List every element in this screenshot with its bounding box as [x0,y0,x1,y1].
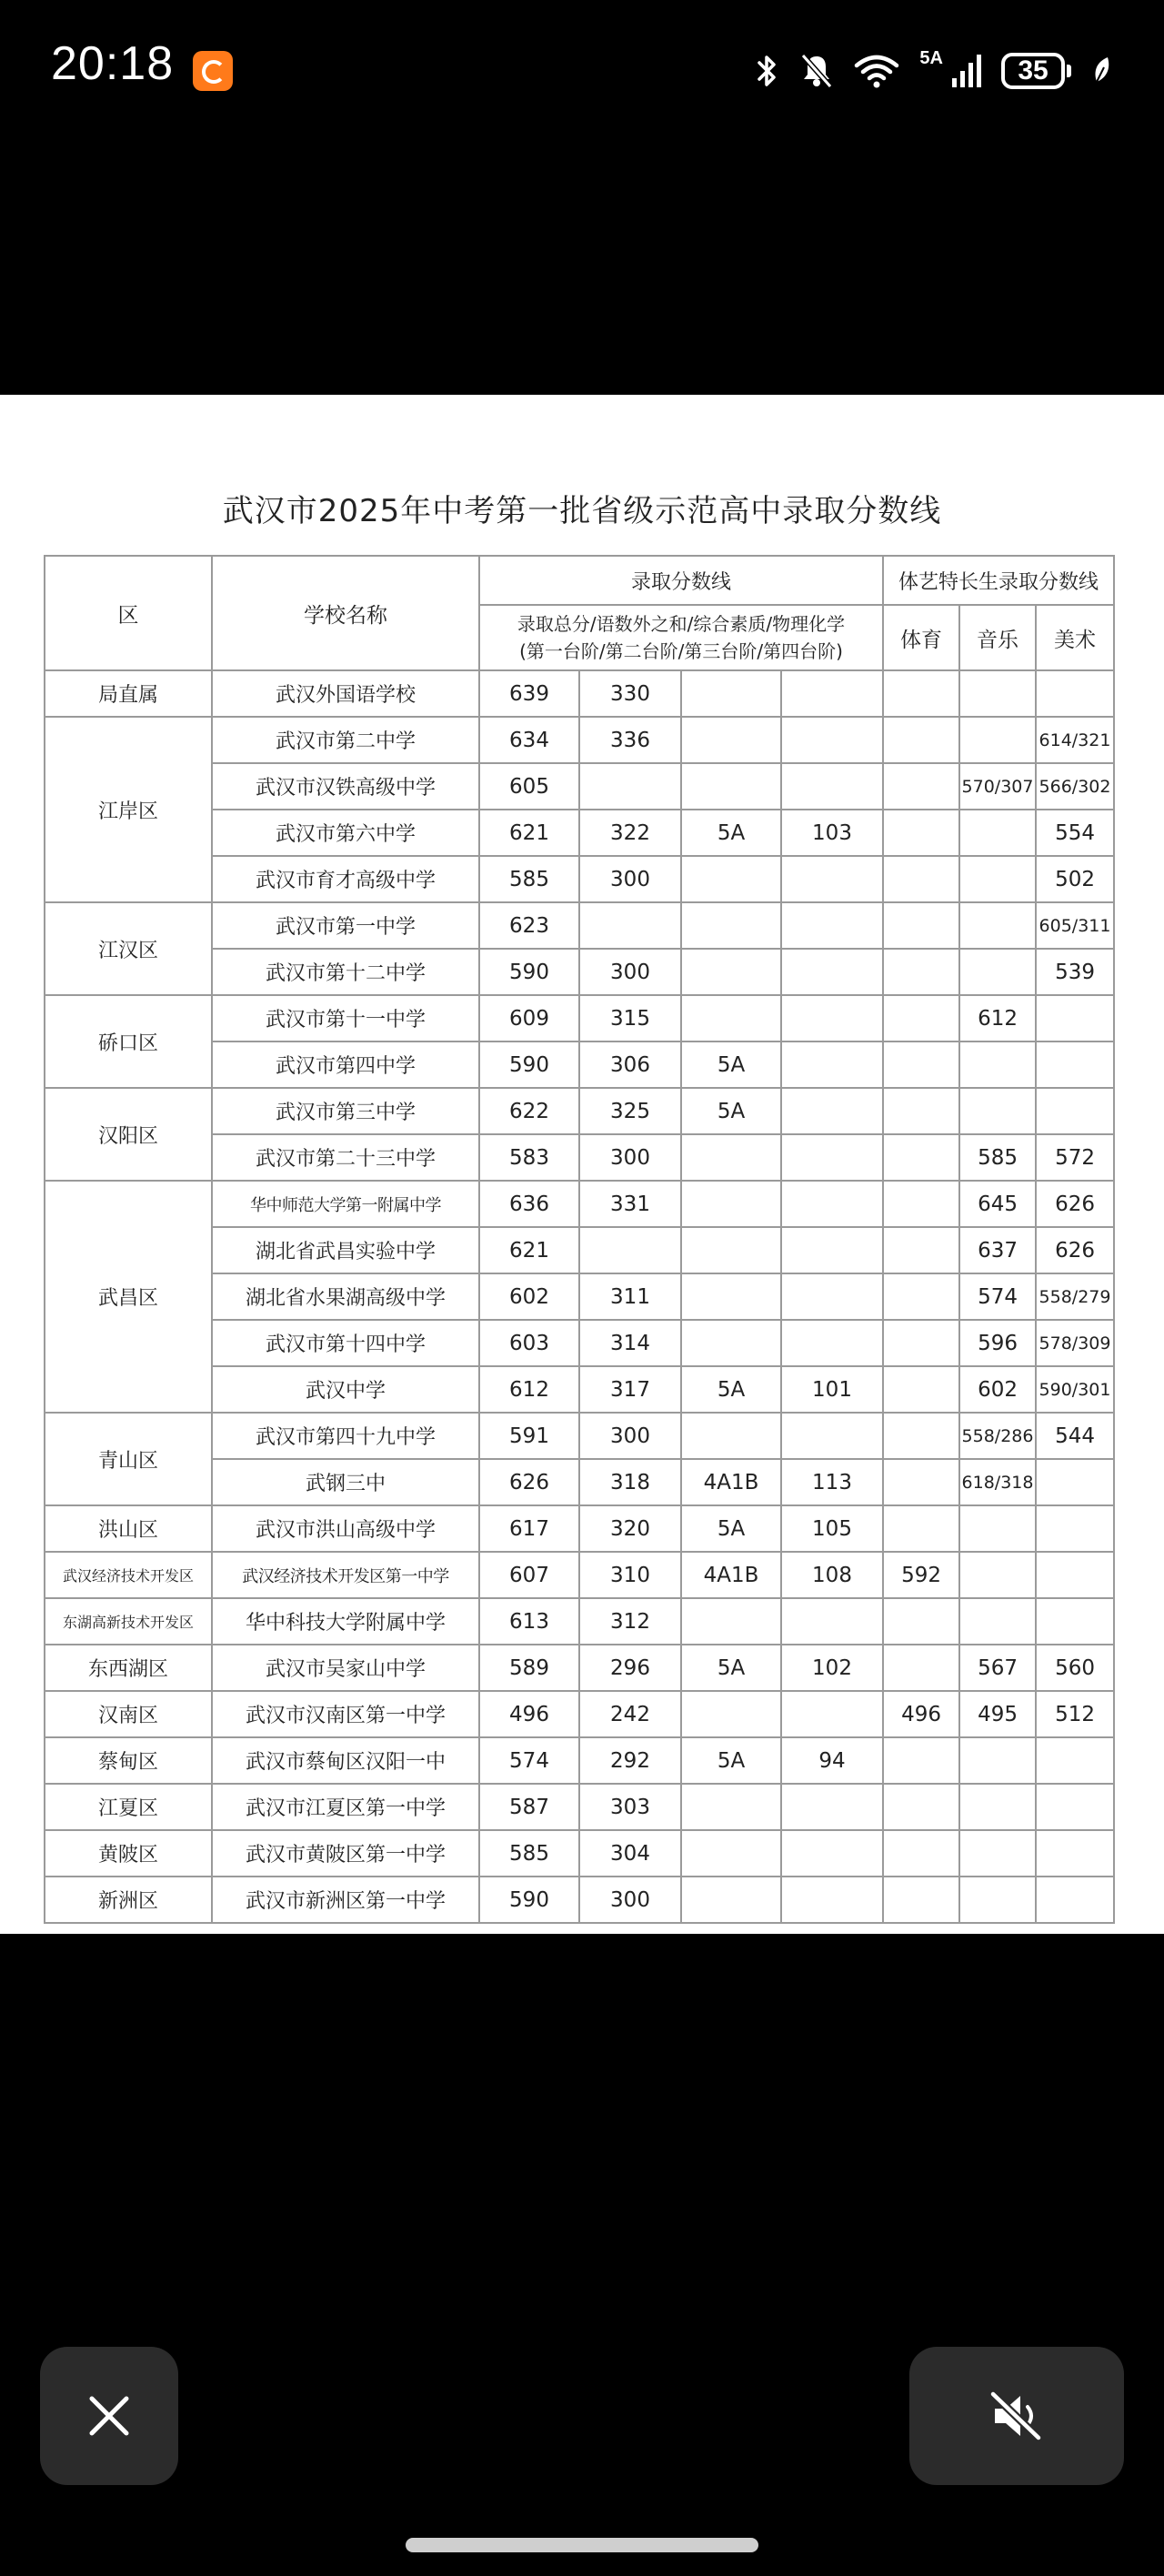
cell-total-score: 603 [479,1320,579,1366]
cell-music: 645 [959,1181,1036,1227]
cell-core-score: 331 [579,1181,681,1227]
cell-quality [681,856,781,902]
cell-sports [883,1505,959,1552]
cell-core-score [579,902,681,949]
cell-core-score: 325 [579,1088,681,1134]
cell-music: 602 [959,1366,1036,1413]
cell-school: 武钢三中 [212,1459,479,1505]
cell-district: 武汉经济技术开发区 [45,1552,212,1598]
table-row [45,1830,1114,1877]
cell-school: 武汉中学 [212,1366,479,1413]
cell-quality [681,1413,781,1459]
header-district: 区 [45,556,212,670]
cell-core-score: 310 [579,1552,681,1598]
cell-art [1036,995,1114,1041]
cell-quality [681,1273,781,1320]
cell-sports [883,902,959,949]
cell-art: 544 [1036,1413,1114,1459]
cell-art [1036,1041,1114,1088]
cell-quality: 5A [681,1366,781,1413]
cell-sports [883,949,959,995]
cell-physics-chem [781,1598,883,1645]
cell-sports: 592 [883,1552,959,1598]
cell-school: 武汉市黄陂区第一中学 [212,1830,479,1877]
table-row [45,1737,1114,1784]
cell-total-score: 612 [479,1366,579,1413]
cell-school: 武汉市第十四中学 [212,1320,479,1366]
cell-total-score: 496 [479,1691,579,1737]
cell-total-score: 574 [479,1737,579,1784]
cell-art: 590/301 [1036,1366,1114,1413]
table-row [45,1505,1114,1552]
cell-total-score: 636 [479,1181,579,1227]
cell-total-score: 623 [479,902,579,949]
cell-music: 495 [959,1691,1036,1737]
cell-total-score: 621 [479,1227,579,1273]
cell-music [959,717,1036,763]
cell-quality [681,1134,781,1181]
cell-quality [681,717,781,763]
table-row [45,1691,1114,1737]
cell-school: 武汉市第四中学 [212,1041,479,1088]
signal-icon [950,53,981,89]
header-art: 美术 [1036,605,1114,670]
cell-total-score: 590 [479,1041,579,1088]
close-icon [86,2393,132,2439]
cell-school: 华中师范大学第一附属中学 [212,1181,479,1227]
cell-core-score: 300 [579,1877,681,1923]
cell-school: 武汉市新洲区第一中学 [212,1877,479,1923]
cell-total-score: 590 [479,949,579,995]
cell-art [1036,1598,1114,1645]
table-row [45,1552,1114,1598]
cell-music [959,1552,1036,1598]
cell-art [1036,1505,1114,1552]
cell-sports [883,717,959,763]
bell-muted-icon [799,52,834,90]
cell-physics-chem [781,670,883,717]
cell-sports: 496 [883,1691,959,1737]
cell-quality: 4A1B [681,1459,781,1505]
cell-school: 华中科技大学附属中学 [212,1598,479,1645]
image-viewer[interactable] [0,395,1164,1934]
cell-district: 武昌区 [45,1181,212,1413]
battery-icon [1001,53,1071,89]
cell-music: 596 [959,1320,1036,1366]
cell-art: 560 [1036,1645,1114,1691]
cell-art: 539 [1036,949,1114,995]
cell-district: 黄陂区 [45,1830,212,1877]
cell-core-score: 330 [579,670,681,717]
cell-physics-chem [781,1134,883,1181]
cell-physics-chem [781,1088,883,1134]
table-row [45,995,1114,1041]
cell-physics-chem [781,763,883,810]
cell-sports [883,1830,959,1877]
cell-art: 626 [1036,1181,1114,1227]
bottom-controls [0,1934,1164,2576]
cell-sports [883,1413,959,1459]
table-row [45,1181,1114,1227]
cell-art: 512 [1036,1691,1114,1737]
cell-quality [681,902,781,949]
table-row [45,902,1114,949]
cell-music [959,1784,1036,1830]
cell-physics-chem [781,1691,883,1737]
cell-core-score: 336 [579,717,681,763]
cell-district: 汉阳区 [45,1088,212,1181]
cell-quality: 4A1B [681,1552,781,1598]
cell-sports [883,1227,959,1273]
cell-total-score: 590 [479,1877,579,1923]
header-sub-line1: 录取总分/语数外之和/综合素质/物理化学 [517,613,846,635]
cell-core-score: 300 [579,856,681,902]
cell-core-score: 292 [579,1737,681,1784]
network-type: 5A [919,47,943,68]
cell-music [959,1088,1036,1134]
cell-school: 武汉市育才高级中学 [212,856,479,902]
cell-art: 566/302 [1036,763,1114,810]
status-bar [0,0,1164,146]
cell-district: 东湖高新技术开发区 [45,1598,212,1645]
bluetooth-icon [756,53,779,89]
cell-school: 湖北省水果湖高级中学 [212,1273,479,1320]
cell-quality [681,1877,781,1923]
cell-core-score: 300 [579,1134,681,1181]
cell-total-score: 617 [479,1505,579,1552]
cell-music: 618/318 [959,1459,1036,1505]
cell-art [1036,1784,1114,1830]
cell-quality [681,1227,781,1273]
cell-art [1036,670,1114,717]
cell-total-score: 583 [479,1134,579,1181]
cell-core-score [579,1227,681,1273]
cell-total-score: 587 [479,1784,579,1830]
cell-quality: 5A [681,1505,781,1552]
cell-quality [681,995,781,1041]
cell-music: 585 [959,1134,1036,1181]
clock: 20:18 [51,37,175,90]
cell-physics-chem [781,1041,883,1088]
cell-core-score: 304 [579,1830,681,1877]
cell-quality [681,1691,781,1737]
cell-quality: 5A [681,810,781,856]
cell-core-score: 315 [579,995,681,1041]
header-school: 学校名称 [212,556,479,670]
cell-core-score [579,763,681,810]
cell-sports [883,1134,959,1181]
cell-physics-chem [781,717,883,763]
cell-school: 武汉市第十一中学 [212,995,479,1041]
table-row [45,717,1114,763]
cell-physics-chem [781,1413,883,1459]
cell-physics-chem: 102 [781,1645,883,1691]
cell-school: 武汉市第二中学 [212,717,479,763]
table-row [45,1598,1114,1645]
cell-sports [883,1366,959,1413]
cell-music [959,1598,1036,1645]
cell-music: 637 [959,1227,1036,1273]
cell-district: 江汉区 [45,902,212,995]
cell-music: 612 [959,995,1036,1041]
cell-core-score: 314 [579,1320,681,1366]
leaf-icon [1091,55,1113,87]
cell-sports [883,1737,959,1784]
cell-total-score: 639 [479,670,579,717]
cell-quality [681,1784,781,1830]
table-row [45,1088,1114,1134]
cell-school: 武汉市第六中学 [212,810,479,856]
cell-quality: 5A [681,1088,781,1134]
cell-physics-chem: 113 [781,1459,883,1505]
cell-school: 湖北省武昌实验中学 [212,1227,479,1273]
cell-school: 武汉市第四十九中学 [212,1413,479,1459]
cell-quality [681,1598,781,1645]
cell-quality: 5A [681,1645,781,1691]
cell-art [1036,1088,1114,1134]
cell-music [959,1505,1036,1552]
cell-core-score: 320 [579,1505,681,1552]
cell-music: 567 [959,1645,1036,1691]
cell-music: 570/307 [959,763,1036,810]
cell-art: 614/321 [1036,717,1114,763]
cell-core-score: 311 [579,1273,681,1320]
cell-physics-chem: 105 [781,1505,883,1552]
cell-district: 汉南区 [45,1691,212,1737]
header-score-breakdown [479,605,883,670]
cell-music [959,949,1036,995]
cell-quality [681,670,781,717]
cell-sports [883,1877,959,1923]
cell-physics-chem [781,1784,883,1830]
cell-core-score: 312 [579,1598,681,1645]
cell-art [1036,1737,1114,1784]
cell-school: 武汉市第一中学 [212,902,479,949]
cell-total-score: 602 [479,1273,579,1320]
cell-school: 武汉市蔡甸区汉阳一中 [212,1737,479,1784]
cell-music [959,1041,1036,1088]
status-icons [756,47,1113,95]
cell-district: 洪山区 [45,1505,212,1552]
cell-sports [883,670,959,717]
cell-art: 578/309 [1036,1320,1114,1366]
score-table [44,555,1115,1924]
cell-art [1036,1552,1114,1598]
cell-sports [883,1088,959,1134]
cell-core-score: 318 [579,1459,681,1505]
cell-physics-chem: 94 [781,1737,883,1784]
cell-music [959,810,1036,856]
cell-school: 武汉市汉铁高级中学 [212,763,479,810]
cell-school: 武汉市吴家山中学 [212,1645,479,1691]
cell-physics-chem [781,1227,883,1273]
cell-total-score: 589 [479,1645,579,1691]
home-indicator[interactable] [406,2538,758,2552]
cell-total-score: 609 [479,995,579,1041]
cell-core-score: 303 [579,1784,681,1830]
cell-district: 局直属 [45,670,212,717]
cell-physics-chem [781,902,883,949]
cell-physics-chem: 108 [781,1552,883,1598]
cell-total-score: 626 [479,1459,579,1505]
cell-total-score: 607 [479,1552,579,1598]
battery-level: 35 [1001,53,1065,89]
cell-art: 605/311 [1036,902,1114,949]
cell-total-score: 621 [479,810,579,856]
cell-quality: 5A [681,1041,781,1088]
header-music: 音乐 [959,605,1036,670]
table-row [45,1784,1114,1830]
cell-art: 558/279 [1036,1273,1114,1320]
cell-sports [883,1181,959,1227]
cell-physics-chem [781,1320,883,1366]
cell-art: 572 [1036,1134,1114,1181]
cell-total-score: 605 [479,763,579,810]
cell-physics-chem [781,1273,883,1320]
cell-district: 硚口区 [45,995,212,1088]
cell-total-score: 585 [479,1830,579,1877]
cell-physics-chem [781,995,883,1041]
cell-sports [883,810,959,856]
cell-music [959,856,1036,902]
header-arts-line: 体艺特长生录取分数线 [883,556,1114,605]
cell-core-score: 300 [579,949,681,995]
cell-total-score: 613 [479,1598,579,1645]
cell-school: 武汉市第二十三中学 [212,1134,479,1181]
cell-sports [883,1320,959,1366]
cell-sports [883,763,959,810]
cell-core-score: 242 [579,1691,681,1737]
cell-sports [883,1598,959,1645]
speaker-muted-icon [988,2390,1046,2441]
document-title: 武汉市2025年中考第一批省级示范高中录取分数线 [222,493,942,529]
cell-physics-chem [781,949,883,995]
cell-school: 武汉市第十二中学 [212,949,479,995]
cell-quality [681,763,781,810]
cell-quality [681,1830,781,1877]
wifi-icon [854,53,899,89]
cell-sports [883,1645,959,1691]
cell-sports [883,856,959,902]
cell-school: 武汉市第三中学 [212,1088,479,1134]
cell-district: 江夏区 [45,1784,212,1830]
cell-physics-chem [781,1830,883,1877]
cell-music [959,1737,1036,1784]
cell-music [959,1830,1036,1877]
mute-button[interactable] [909,2347,1124,2485]
cell-music: 574 [959,1273,1036,1320]
cell-district: 江岸区 [45,717,212,902]
cell-school: 武汉市洪山高级中学 [212,1505,479,1552]
cell-sports [883,995,959,1041]
cell-quality [681,1320,781,1366]
cell-sports [883,1459,959,1505]
cell-sports [883,1784,959,1830]
cell-quality [681,949,781,995]
cell-core-score: 296 [579,1645,681,1691]
cell-district: 东西湖区 [45,1645,212,1691]
cell-physics-chem [781,856,883,902]
cell-district: 蔡甸区 [45,1737,212,1784]
cell-total-score: 634 [479,717,579,763]
cell-music: 558/286 [959,1413,1036,1459]
header-sub-line2: (第一台阶/第二台阶/第三台阶/第四台阶) [519,640,843,662]
cell-quality: 5A [681,1737,781,1784]
cell-school: 武汉经济技术开发区第一中学 [212,1552,479,1598]
cell-physics-chem: 103 [781,810,883,856]
cell-sports [883,1273,959,1320]
cell-total-score: 622 [479,1088,579,1134]
table-row [45,670,1114,717]
cell-art: 502 [1036,856,1114,902]
cell-core-score: 306 [579,1041,681,1088]
cell-art [1036,1877,1114,1923]
cell-art [1036,1830,1114,1877]
cell-sports [883,1041,959,1088]
cell-core-score: 317 [579,1366,681,1413]
header-sports: 体育 [883,605,959,670]
cell-core-score: 300 [579,1413,681,1459]
cell-total-score: 585 [479,856,579,902]
cell-quality [681,1181,781,1227]
cell-school: 武汉市汉南区第一中学 [212,1691,479,1737]
cell-art: 554 [1036,810,1114,856]
cell-art [1036,1459,1114,1505]
cell-music [959,670,1036,717]
cell-school: 武汉市江夏区第一中学 [212,1784,479,1830]
cell-school: 武汉外国语学校 [212,670,479,717]
cell-art: 626 [1036,1227,1114,1273]
cell-physics-chem [781,1181,883,1227]
close-button[interactable] [40,2347,178,2485]
cell-district: 青山区 [45,1413,212,1505]
table-row [45,1877,1114,1923]
cell-physics-chem [781,1877,883,1923]
cell-district: 新洲区 [45,1877,212,1923]
cell-music [959,902,1036,949]
header-score-line: 录取分数线 [479,556,883,605]
app-notification-icon [193,51,233,91]
table-row [45,1645,1114,1691]
cell-physics-chem: 101 [781,1366,883,1413]
table-row [45,1413,1114,1459]
cell-total-score: 591 [479,1413,579,1459]
cell-core-score: 322 [579,810,681,856]
cell-music [959,1877,1036,1923]
